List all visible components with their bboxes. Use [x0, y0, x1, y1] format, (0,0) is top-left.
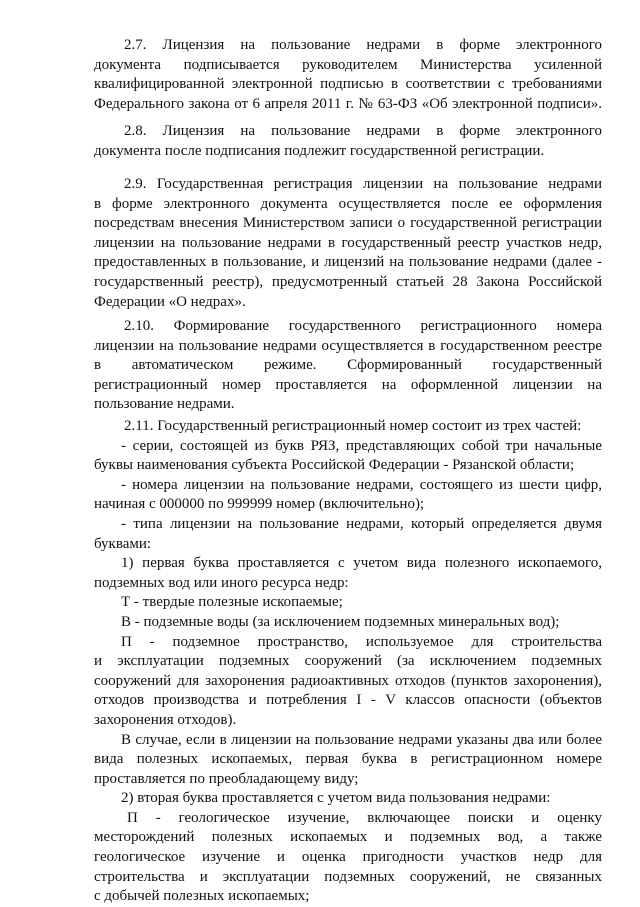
text-line: - номера лицензии на пользование недрами, состоящего из шести цифр,	[121, 476, 602, 493]
text-line: захоронения отходов).	[94, 711, 237, 728]
text-line: Т - твердые полезные ископаемые;	[121, 594, 343, 611]
paragraph-2-11	[94, 417, 602, 907]
text-line: Федерации «О недрах».	[94, 293, 246, 310]
text-line: в автоматическом режиме. Сформированный государственный	[94, 357, 602, 374]
text-line: 1) первая буква проставляется с учетом вида полезного ископаемого,	[121, 555, 602, 572]
text-line: подземных вод или иного ресурса недр:	[94, 574, 349, 591]
text-line: государственный реестр), предусмотренный статьей 28 Закона Российской	[94, 273, 602, 290]
text-line: с добычей полезных ископаемых;	[94, 888, 310, 905]
text-line: документа после подписания подлежит государственной регистрации.	[94, 142, 545, 159]
text-line: и эксплуатации подземных сооружений (за исключением подземных	[94, 653, 602, 670]
text-line: 2.8. Лицензия на пользование недрами в форме электронного	[124, 123, 602, 139]
text-line: - типа лицензии на пользование недрами, который определяется двумя	[121, 515, 602, 532]
text-line: в форме электронного документа осуществляется после ее оформления	[94, 195, 602, 212]
paragraph-2-8	[94, 122, 602, 161]
text-line: П - геологическое изучение, включающее поиски и оценку	[127, 809, 602, 826]
text-line: В случае, если в лицензии на пользование недрами указаны два или более	[121, 731, 602, 748]
text-line: 2.11. Государственный регистрационный номер состоит из трех частей:	[124, 418, 582, 434]
text-line: - серии, состоящей из букв РЯЗ, представляющих собой три начальные	[121, 437, 602, 454]
text-line: квалифицированной электронной подписью в соответствии с требованиями	[94, 76, 602, 93]
text-line: буквами:	[94, 535, 152, 552]
text-line: 2.7. Лицензия на пользование недрами в форме электронного	[124, 37, 602, 53]
text-line: 2) вторая буква проставляется с учетом вида пользования недрами:	[121, 790, 551, 807]
text-line: лицензии на пользование недрами в государственный реестр участков недр,	[94, 234, 602, 251]
text-line: В - подземные воды (за исключением подземных минеральных вод);	[121, 613, 560, 630]
text-line: проставляется по преобладающему виду;	[94, 770, 359, 787]
text-line: 2.10. Формирование государственного регистрационного номера	[124, 318, 602, 334]
paragraph-2-7	[94, 36, 602, 114]
text-line: документа подписывается руководителем Министерства усиленной	[94, 56, 602, 73]
paragraph-2-9	[94, 175, 602, 312]
text-line: пользование недрами.	[94, 396, 235, 413]
text-line: посредствам внесения Министерством записи о государственной регистрации	[94, 215, 602, 232]
paragraph-2-10	[94, 317, 602, 415]
text-line: П - подземное пространство, используемое для строительства	[121, 633, 602, 650]
text-line: регистрационный номер проставляется на оформленной лицензии на	[94, 376, 602, 393]
text-line: предоставленных в пользование, и лицензий на пользование недрами (далее -	[94, 254, 602, 271]
text-line: геологическое изучение и оценка пригодности участков недр для	[94, 849, 602, 866]
text-line: Федерального закона от 6 апреля 2011 г. № 63-ФЗ «Об электронной подписи».	[94, 95, 602, 112]
text-line: строительства и эксплуатации подземных сооружений, не связанных	[94, 868, 602, 885]
text-line: месторождений полезных ископаемых и подземных вод, а также	[94, 829, 602, 846]
text-line: сооружений для захоронения радиоактивных отходов (пунктов захоронения),	[94, 672, 602, 689]
text-line: начиная с 000000 по 999999 номер (включительно);	[94, 496, 425, 513]
text-line: 2.9. Государственная регистрация лицензии на пользование недрами	[124, 176, 602, 192]
text-line: лицензии на пользование недрами осуществляется в государственном реестре	[94, 337, 602, 354]
text-line: буквы наименования субъекта Российской Федерации - Рязанской области;	[94, 457, 575, 474]
text-line: вида полезных ископаемых, первая буква в регистрационном номере	[94, 751, 602, 768]
text-line: отходов производства и потребления I - V классов опасности (объектов	[94, 692, 602, 709]
